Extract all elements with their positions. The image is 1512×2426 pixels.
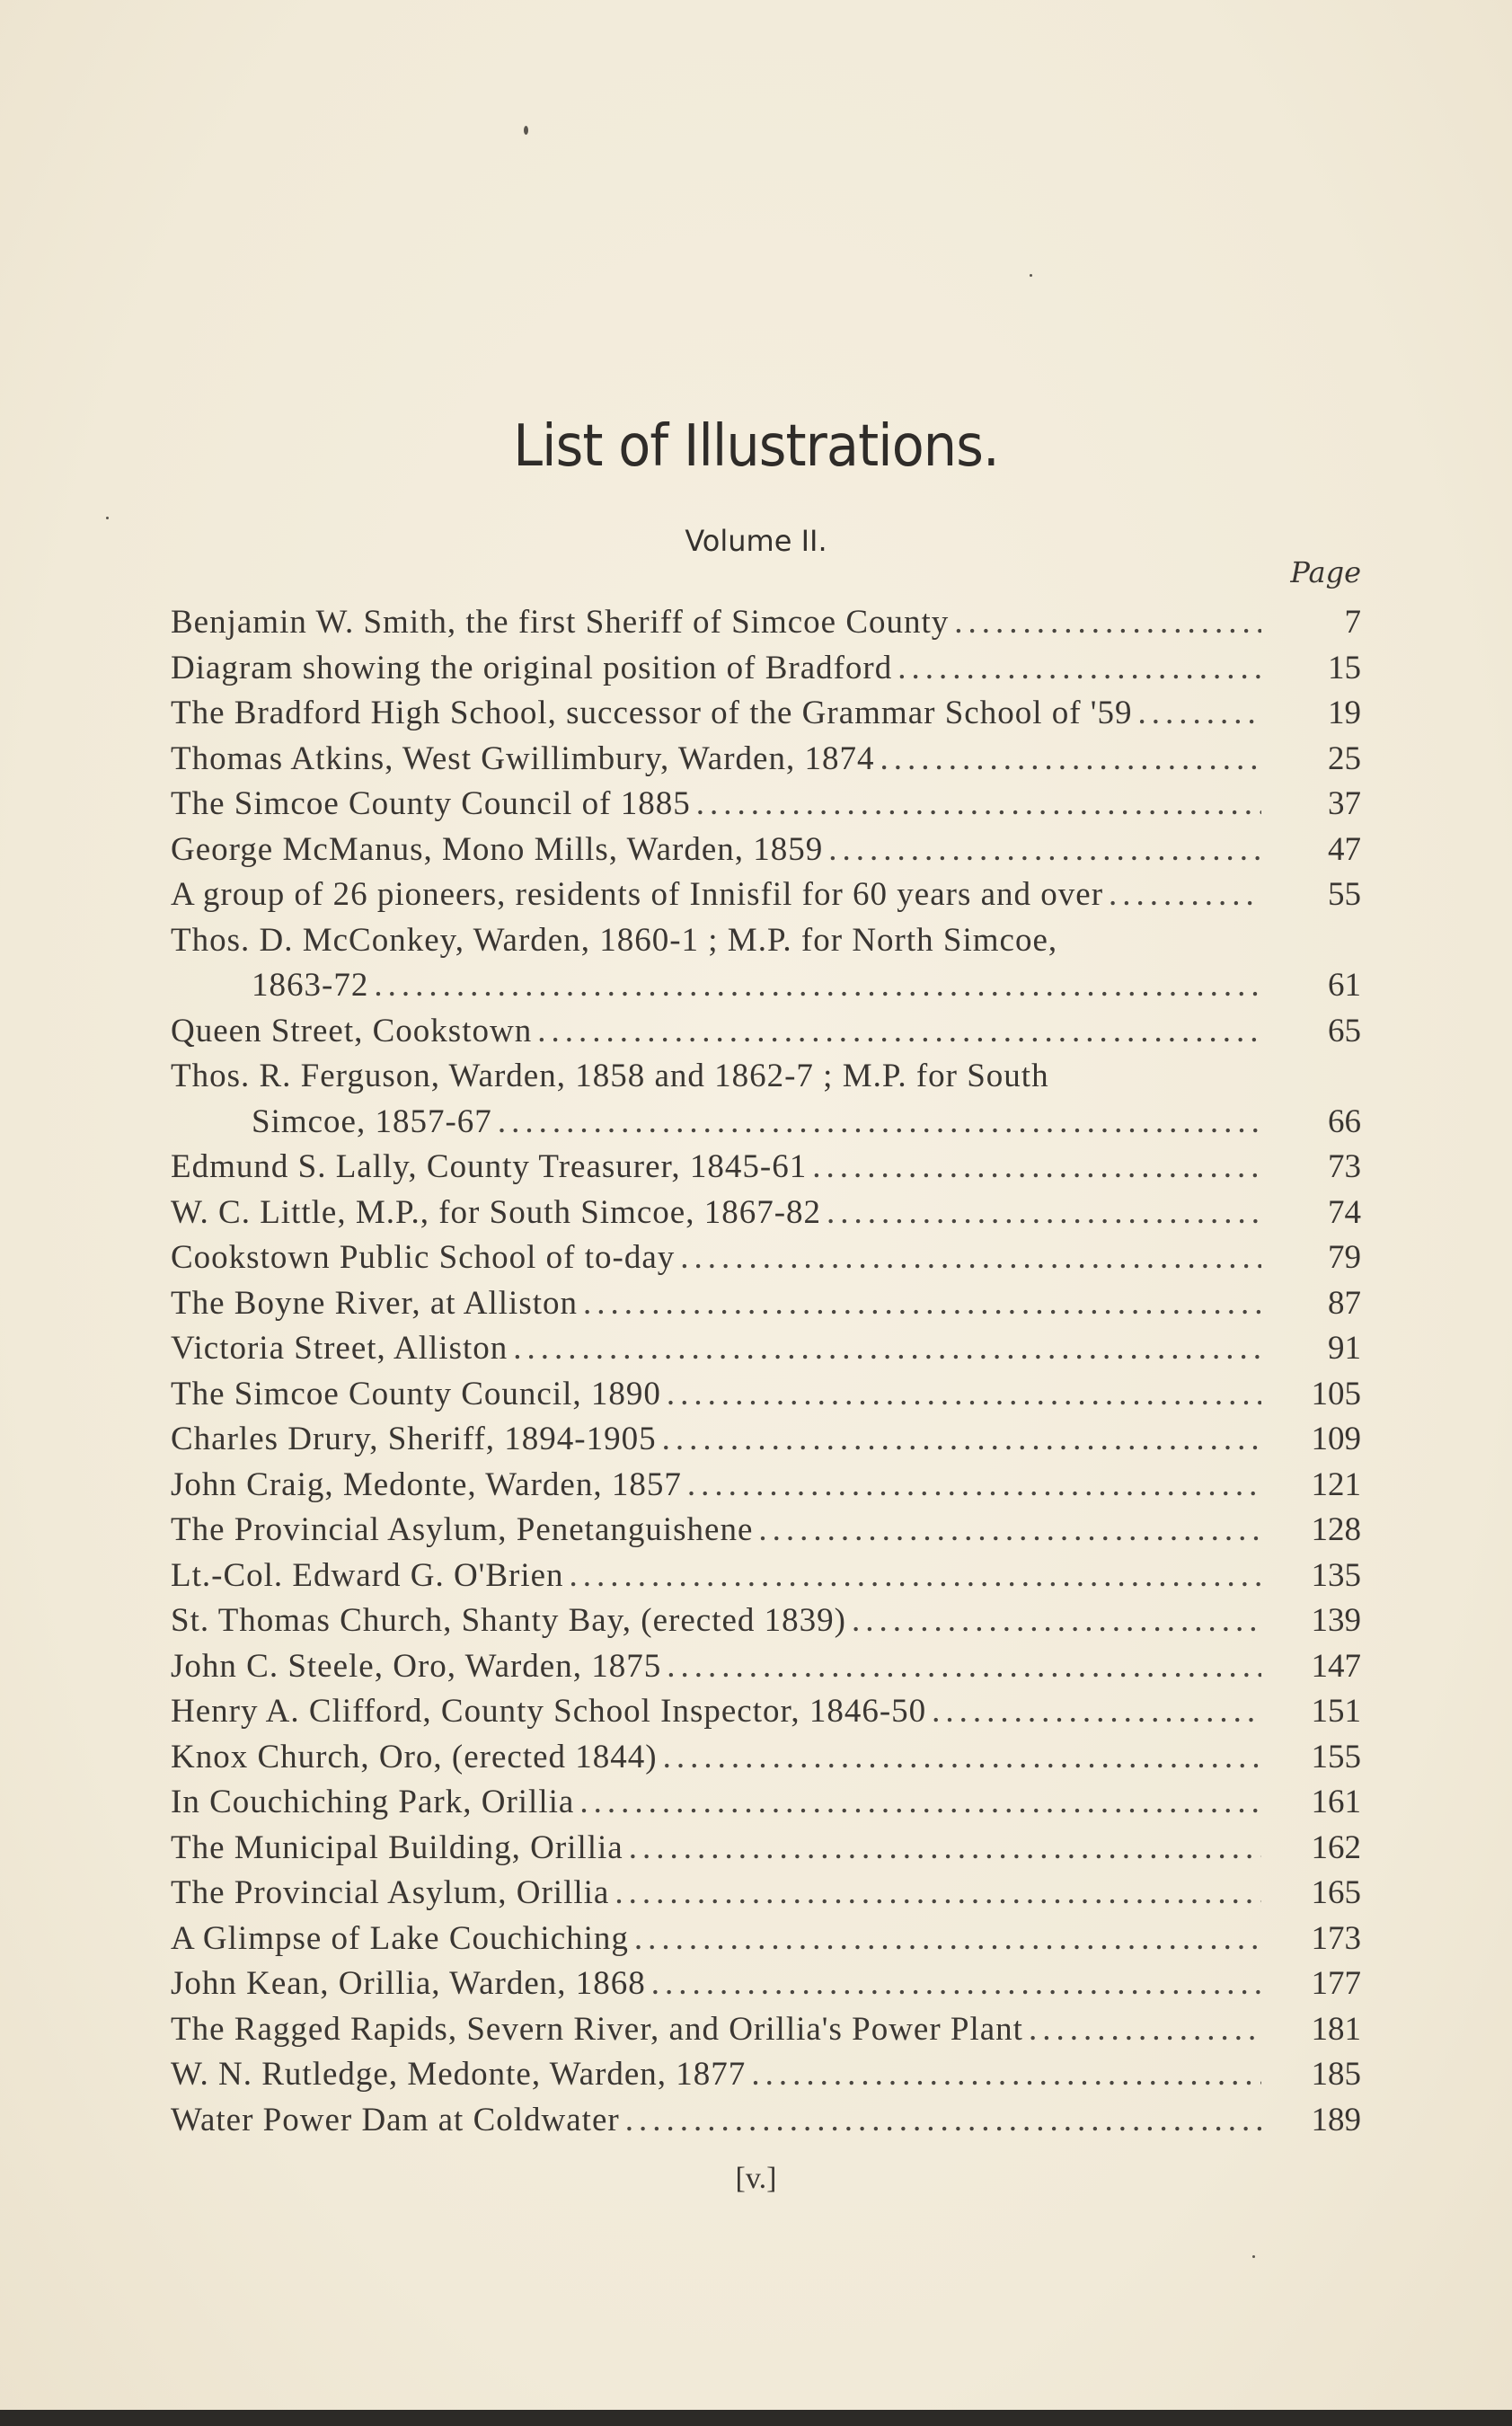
entry-title: The Municipal Building, Orillia bbox=[171, 1828, 623, 1866]
dot-leader bbox=[897, 646, 1261, 692]
dot-leader bbox=[880, 737, 1261, 783]
entry-page-number: 66 bbox=[1328, 1102, 1361, 1140]
dot-leader bbox=[758, 1508, 1261, 1554]
entry-title: Water Power Dam at Coldwater bbox=[171, 2101, 620, 2138]
entry-title-continued: Simcoe, 1857-67 bbox=[252, 1102, 492, 1140]
entry-page-number: 139 bbox=[1311, 1602, 1361, 1639]
entry-title: In Couchiching Park, Orillia bbox=[171, 1784, 575, 1820]
entry-page-number: 73 bbox=[1328, 1148, 1361, 1185]
dot-leader bbox=[513, 1326, 1261, 1372]
entry-line bbox=[171, 1961, 1361, 2007]
entry-line bbox=[171, 1826, 1361, 1872]
list-item bbox=[171, 1598, 1361, 1644]
entry-line bbox=[171, 918, 1361, 964]
entry-page-number: 151 bbox=[1311, 1693, 1361, 1730]
list-item bbox=[171, 1054, 1361, 1145]
ink-speck bbox=[524, 126, 528, 135]
volume-heading: Volume II. bbox=[685, 524, 827, 558]
page-title: List of Illustrations. bbox=[513, 413, 999, 480]
list-item bbox=[171, 1281, 1361, 1327]
list-item bbox=[171, 828, 1361, 873]
list-item bbox=[171, 1372, 1361, 1418]
entry-title: Knox Church, Oro, (erected 1844) bbox=[171, 1738, 658, 1775]
entry-page-number: 15 bbox=[1328, 649, 1361, 686]
entry-line bbox=[171, 1145, 1361, 1191]
entry-line bbox=[171, 1100, 1361, 1146]
list-item bbox=[171, 2098, 1361, 2144]
dot-leader bbox=[625, 2098, 1261, 2144]
list-item bbox=[171, 1644, 1361, 1690]
list-item bbox=[171, 1780, 1361, 1826]
list-item bbox=[171, 1961, 1361, 2007]
entry-line bbox=[171, 1463, 1361, 1509]
entry-line bbox=[171, 1508, 1361, 1554]
entry-page-number: 109 bbox=[1311, 1421, 1361, 1457]
entry-page-number: 189 bbox=[1311, 2101, 1361, 2138]
entry-page-number: 47 bbox=[1328, 830, 1361, 868]
list-item bbox=[171, 2007, 1361, 2053]
dot-leader bbox=[570, 1554, 1261, 1599]
entry-page-number: 37 bbox=[1328, 785, 1361, 822]
entry-page-number: 173 bbox=[1311, 1919, 1361, 1957]
entry-line bbox=[171, 691, 1361, 737]
entry-line bbox=[171, 828, 1361, 873]
dot-leader bbox=[687, 1463, 1261, 1509]
entry-title: Edmund S. Lally, County Treasurer, 1845-61 bbox=[171, 1148, 808, 1185]
page-column-heading: Page bbox=[1290, 555, 1361, 589]
list-item bbox=[171, 737, 1361, 783]
entry-title: The Provincial Asylum, Penetanguishene bbox=[171, 1511, 754, 1548]
dot-leader bbox=[374, 963, 1261, 1009]
entry-title: The Simcoe County Council of 1885 bbox=[171, 785, 691, 822]
entry-title: Thomas Atkins, West Gwillimbury, Warden, 1874 bbox=[171, 739, 875, 777]
entry-page-number: 165 bbox=[1311, 1874, 1361, 1911]
entry-line bbox=[171, 1372, 1361, 1418]
entry-title: Charles Drury, Sheriff, 1894-1905 bbox=[171, 1421, 657, 1457]
entry-line bbox=[171, 1326, 1361, 1372]
entry-title: Thos. D. McConkey, Warden, 1860-1 ; M.P. for North Simcoe, bbox=[171, 921, 1058, 959]
entry-title: John Craig, Medonte, Warden, 1857 bbox=[171, 1465, 682, 1503]
dot-leader bbox=[667, 1644, 1261, 1690]
entry-line bbox=[171, 646, 1361, 692]
dot-leader bbox=[579, 1780, 1261, 1826]
ink-speck bbox=[106, 517, 109, 519]
entry-line bbox=[171, 1689, 1361, 1735]
entry-title: John Kean, Orillia, Warden, 1868 bbox=[171, 1965, 646, 2002]
dot-leader bbox=[498, 1100, 1261, 1146]
entry-line bbox=[171, 872, 1361, 918]
entry-page-number: 79 bbox=[1328, 1239, 1361, 1276]
entry-title: The Simcoe County Council, 1890 bbox=[171, 1375, 661, 1412]
entry-title: Thos. R. Ferguson, Warden, 1858 and 1862-7 ; M.P. for South bbox=[171, 1058, 1049, 1094]
entry-title: Henry A. Clifford, County School Inspector, 1846-50 bbox=[171, 1693, 927, 1730]
dot-leader bbox=[651, 1961, 1261, 2007]
entry-line bbox=[171, 1417, 1361, 1463]
list-item bbox=[171, 1508, 1361, 1554]
list-item bbox=[171, 1917, 1361, 1962]
ink-speck bbox=[1252, 2255, 1255, 2258]
entry-line bbox=[171, 2098, 1361, 2144]
dot-leader bbox=[954, 600, 1261, 646]
list-item bbox=[171, 1235, 1361, 1281]
entry-page-number: 128 bbox=[1311, 1511, 1361, 1548]
entry-title: Diagram showing the original position of Bradford bbox=[171, 649, 893, 686]
list-item bbox=[171, 1554, 1361, 1599]
list-item bbox=[171, 1009, 1361, 1055]
entry-line bbox=[171, 1871, 1361, 1917]
entry-title: The Bradford High School, successor of the Grammar School of '59 bbox=[171, 695, 1133, 731]
entry-line bbox=[171, 782, 1361, 828]
list-item bbox=[171, 1735, 1361, 1781]
entry-line bbox=[171, 1281, 1361, 1327]
entry-page-number: 91 bbox=[1328, 1330, 1361, 1367]
entry-line bbox=[171, 1735, 1361, 1781]
entry-line bbox=[171, 1598, 1361, 1644]
entry-page-number: 177 bbox=[1311, 1965, 1361, 2002]
list-item bbox=[171, 1417, 1361, 1463]
list-item bbox=[171, 872, 1361, 918]
entry-line bbox=[171, 2007, 1361, 2053]
entry-page-number: 185 bbox=[1311, 2056, 1361, 2093]
entry-line bbox=[171, 963, 1361, 1009]
list-item bbox=[171, 646, 1361, 692]
entry-title: Benjamin W. Smith, the first Sheriff of Simcoe County bbox=[171, 604, 950, 641]
dot-leader bbox=[634, 1917, 1261, 1962]
entry-page-number: 135 bbox=[1311, 1556, 1361, 1594]
scan-edge bbox=[0, 2410, 1512, 2426]
ink-speck bbox=[1030, 274, 1032, 277]
entry-line bbox=[171, 1009, 1361, 1055]
entry-page-number: 105 bbox=[1311, 1375, 1361, 1412]
entry-line bbox=[171, 737, 1361, 783]
list-item bbox=[171, 1191, 1361, 1236]
dot-leader bbox=[1109, 872, 1261, 918]
dot-leader bbox=[812, 1145, 1261, 1191]
entry-title: John C. Steele, Oro, Warden, 1875 bbox=[171, 1647, 662, 1685]
entry-line bbox=[171, 1235, 1361, 1281]
dot-leader bbox=[827, 1191, 1261, 1236]
entry-page-number: 55 bbox=[1328, 876, 1361, 913]
illustrations-list bbox=[171, 600, 1361, 2143]
dot-leader bbox=[1029, 2007, 1261, 2053]
entry-page-number: 74 bbox=[1328, 1193, 1361, 1231]
entry-title-continued: 1863-72 bbox=[252, 967, 369, 1004]
list-item bbox=[171, 1326, 1361, 1372]
entry-title: The Boyne River, at Alliston bbox=[171, 1284, 578, 1322]
dot-leader bbox=[615, 1871, 1261, 1917]
entry-title: W. C. Little, M.P., for South Simcoe, 1867-82 bbox=[171, 1193, 822, 1231]
entry-title: The Provincial Asylum, Orillia bbox=[171, 1874, 610, 1911]
dot-leader bbox=[663, 1735, 1261, 1781]
entry-title: Queen Street, Cookstown bbox=[171, 1012, 533, 1049]
dot-leader bbox=[680, 1235, 1261, 1281]
entry-page-number: 19 bbox=[1328, 695, 1361, 731]
entry-line bbox=[171, 1780, 1361, 1826]
entry-title: St. Thomas Church, Shanty Bay, (erected 1839) bbox=[171, 1602, 846, 1639]
entry-title: Cookstown Public School of to-day bbox=[171, 1239, 676, 1276]
dot-leader bbox=[828, 828, 1261, 873]
list-item bbox=[171, 918, 1361, 1009]
entry-page-number: 161 bbox=[1311, 1784, 1361, 1820]
entry-line bbox=[171, 1191, 1361, 1236]
entry-page-number: 25 bbox=[1328, 739, 1361, 777]
list-item bbox=[171, 1826, 1361, 1872]
dot-leader bbox=[1137, 691, 1261, 737]
list-item bbox=[171, 691, 1361, 737]
entry-line bbox=[171, 600, 1361, 646]
entry-page-number: 7 bbox=[1344, 604, 1361, 641]
dot-leader bbox=[751, 2052, 1261, 2098]
entry-page-number: 147 bbox=[1311, 1647, 1361, 1685]
dot-leader bbox=[852, 1598, 1261, 1644]
dot-leader bbox=[537, 1009, 1261, 1055]
entry-title: George McManus, Mono Mills, Warden, 1859 bbox=[171, 830, 824, 868]
dot-leader bbox=[932, 1689, 1261, 1735]
page-folio: [v.] bbox=[735, 2162, 777, 2195]
entry-page-number: 121 bbox=[1311, 1465, 1361, 1503]
dot-leader bbox=[583, 1281, 1261, 1327]
entry-page-number: 181 bbox=[1311, 2010, 1361, 2048]
dot-leader bbox=[696, 782, 1261, 828]
entry-line bbox=[171, 1554, 1361, 1599]
entry-line bbox=[171, 1917, 1361, 1962]
list-item bbox=[171, 1871, 1361, 1917]
entry-page-number: 65 bbox=[1328, 1012, 1361, 1049]
entry-title: W. N. Rutledge, Medonte, Warden, 1877 bbox=[171, 2056, 747, 2093]
dot-leader bbox=[667, 1372, 1261, 1418]
list-item bbox=[171, 1689, 1361, 1735]
entry-title: A group of 26 pioneers, residents of Innisfil for 60 years and over bbox=[171, 876, 1104, 913]
entry-line bbox=[171, 1054, 1361, 1100]
entry-title: Victoria Street, Alliston bbox=[171, 1330, 508, 1367]
entry-page-number: 61 bbox=[1328, 967, 1361, 1004]
entry-title: A Glimpse of Lake Couchiching bbox=[171, 1919, 629, 1957]
dot-leader bbox=[662, 1417, 1261, 1463]
dot-leader bbox=[629, 1826, 1261, 1872]
entry-line bbox=[171, 1644, 1361, 1690]
entry-page-number: 87 bbox=[1328, 1284, 1361, 1322]
entry-line bbox=[171, 2052, 1361, 2098]
list-item bbox=[171, 600, 1361, 646]
list-item bbox=[171, 782, 1361, 828]
entry-page-number: 155 bbox=[1311, 1738, 1361, 1775]
list-item bbox=[171, 1145, 1361, 1191]
list-item bbox=[171, 1463, 1361, 1509]
entry-page-number: 162 bbox=[1311, 1828, 1361, 1866]
entry-title: The Ragged Rapids, Severn River, and Orillia's Power Plant bbox=[171, 2010, 1023, 2048]
list-item bbox=[171, 2052, 1361, 2098]
entry-title: Lt.-Col. Edward G. O'Brien bbox=[171, 1556, 564, 1594]
